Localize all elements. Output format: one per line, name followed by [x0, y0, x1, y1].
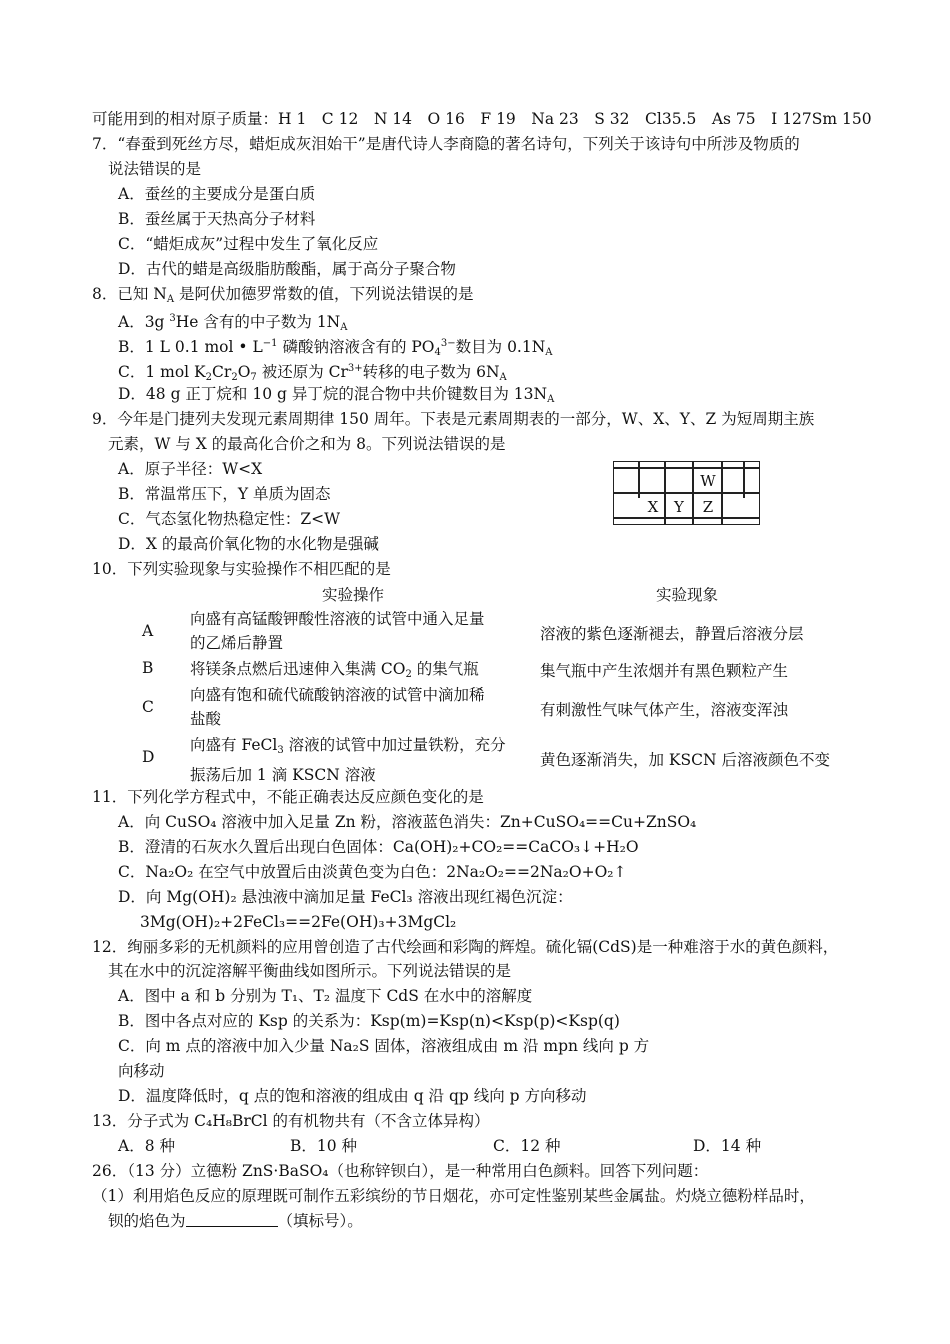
q10-row-b-letter: B	[142, 659, 154, 677]
periodic-table-fragment	[613, 461, 760, 525]
q9-option-b: B．常温常压下，Y 单质为固态	[118, 485, 331, 503]
q12-stem-cont: 其在水中的沉淀溶解平衡曲线如图所示。下列说法错误的是	[108, 962, 512, 980]
q10-row-a-operation: 向盛有高锰酸钾酸性溶液的试管中通入足量 的乙烯后静置	[190, 610, 485, 652]
q9-option-c: C．气态氢化物热稳定性：Z<W	[118, 510, 341, 528]
q13-option-d: D．14 种	[693, 1137, 762, 1155]
q13-option-c: C．12 种	[493, 1137, 561, 1155]
element-w: W	[700, 472, 716, 490]
q13-stem: 13．分子式为 C₄H₈BrCl 的有机物共有（不含立体异构）	[92, 1112, 490, 1130]
q8-option-c: C．1 mol $K_2Cr_2O_7$ 被还原为 $Cr^{3+}$转移的电子数为 $6N_A$	[118, 363, 507, 383]
q8-option-a: A．3g $^3$He 含有的中子数为 $1N_A$	[118, 313, 348, 333]
q7-option-b: B．蚕丝属于天热高分子材料	[118, 210, 316, 228]
q9-stem: 9．今年是门捷列夫发现元素周期律 150 周年。下表是元素周期表的一部分，W、X、Y、Z 为短周期主族	[92, 410, 815, 428]
q8-option-d: D．48 g 正丁烷和 10 g 异丁烷的混合物中共价键数目为 $13N_A$	[118, 385, 555, 405]
q13-option-b: B．10 种	[290, 1137, 358, 1155]
q11-option-c: C．Na₂O₂ 在空气中放置后由淡黄色变为白色：2Na₂O₂==2Na₂O+O₂↑	[118, 863, 627, 881]
q10-stem: 10．下列实验现象与实验操作不相匹配的是	[92, 560, 391, 578]
q11-stem: 11．下列化学方程式中，不能正确表达反应颜色变化的是	[92, 788, 484, 806]
q26-part1: （1）利用焰色反应的原理既可制作五彩缤纷的节日烟花，亦可定性鉴别某些金属盐。灼烧立德粉样品时，	[92, 1187, 815, 1205]
q7-option-d: D．古代的蜡是高级脂肪酸酯，属于高分子聚合物	[118, 260, 456, 278]
q10-row-a-letter: A	[142, 622, 154, 640]
q12-option-b: B．图中各点对应的 Ksp 的关系为：Ksp(m)=Ksp(n)<Ksp(p)<Ksp(q)	[118, 1012, 620, 1030]
q12-stem: 12．绚丽多彩的无机颜料的应用曾创造了古代绘画和彩陶的辉煌。硫化镉(CdS)是一种难溶于水的黄色颜料，	[92, 938, 839, 956]
q9-option-a: A．原子半径：W<X	[118, 460, 263, 478]
q8-option-b: B．1 L 0.1 mol • $L^{-1}$ 磷酸钠溶液含有的 $PO_4^{3-}$数目为 $0.1N_A$	[118, 338, 553, 358]
q10-row-c-letter: C	[142, 698, 154, 716]
q7-option-c: C．“蜡炬成灰”过程中发生了氧化反应	[118, 235, 379, 253]
q7-stem: 7．“春蚕到死丝方尽，蜡炬成灰泪始干”是唐代诗人李商隐的著名诗句，下列关于该诗句中所涉及物质的	[92, 135, 800, 153]
q11-option-a: A．向 CuSO₄ 溶液中加入足量 Zn 粉，溶液蓝色消失：Zn+CuSO₄==Cu+ZnSO₄	[118, 813, 697, 831]
q11-option-b: B．澄清的石灰水久置后出现白色固体：Ca(OH)₂+CO₂==CaCO₃↓+H₂O	[118, 838, 639, 856]
q10-row-b-operation: 将镁条点燃后迅速伸入集满 $CO_2$ 的集气瓶	[190, 660, 479, 680]
q12-option-c: C．向 m 点的溶液中加入少量 Na₂S 固体，溶液组成由 m 沿 mpn 线向 p 方	[118, 1037, 650, 1055]
answer-blank[interactable]	[186, 1212, 278, 1227]
q7-stem-cont: 说法错误的是	[108, 160, 202, 178]
q8-stem: 8．已知 $N_A$ 是阿伏加德罗常数的值，下列说法错误的是	[92, 285, 474, 305]
element-x: X	[647, 498, 659, 516]
q9-option-d: D．X 的最高价氧化物的水化物是强碱	[118, 535, 379, 553]
element-z: Z	[702, 498, 714, 516]
element-y: Y	[674, 498, 684, 516]
q10-row-c-operation: 向盛有饱和硫代硫酸钠溶液的试管中滴加稀 盐酸	[190, 686, 485, 728]
q26-part1-cont: 钡的焰色为 （填标号）。	[108, 1212, 363, 1230]
q13-option-a: A．8 种	[118, 1137, 175, 1155]
q10-row-b-phenomenon: 集气瓶中产生浓烟并有黑色颗粒产生	[540, 662, 789, 680]
q12-option-d: D．温度降低时，q 点的饱和溶液的组成由 q 沿 qp 线向 p 方向移动	[118, 1087, 587, 1105]
q26-stem: 26．（13 分）立德粉 ZnS·BaSO₄（也称锌钡白），是一种常用白色颜料。回答下列问题：	[92, 1162, 709, 1180]
q10-row-c-phenomenon: 有刺激性气味气体产生，溶液变浑浊	[540, 701, 789, 719]
q11-option-d-equation: 3Mg(OH)₂+2FeCl₃==2Fe(OH)₃+3MgCl₂	[140, 913, 457, 931]
q7-option-a: A．蚕丝的主要成分是蛋白质	[118, 185, 316, 203]
q9-stem-cont: 元素，W 与 X 的最高化合价之和为 8。下列说法错误的是	[108, 435, 506, 453]
q10-row-d-letter: D	[142, 748, 155, 766]
q10-col-phenomenon: 实验现象	[656, 586, 719, 604]
q10-col-operation: 实验操作	[322, 586, 385, 604]
q10-row-a-phenomenon: 溶液的紫色逐渐褪去，静置后溶液分层	[540, 625, 804, 643]
q11-option-d: D．向 Mg(OH)₂ 悬浊液中滴加足量 FeCl₃ 溶液出现红褐色沉淀：	[118, 888, 573, 906]
q10-row-d-phenomenon: 黄色逐渐消失，加 KSCN 后溶液颜色不变	[540, 751, 830, 769]
atomic-mass-header: 可能用到的相对原子质量：H 1 C 12 N 14 O 16 F 19 Na 23 S 32 Cl35.5 As 75 I 127Sm 150	[92, 110, 872, 128]
q12-option-c-cont: 向移动	[118, 1062, 165, 1080]
q12-option-a: A．图中 a 和 b 分别为 T₁、T₂ 温度下 CdS 在水中的溶解度	[118, 987, 533, 1005]
q10-row-d-operation: 向盛有 FeCl$_3$ 溶液的试管中加过量铁粉，充分 振荡后加 1 滴 KSCN 溶液	[190, 736, 506, 784]
